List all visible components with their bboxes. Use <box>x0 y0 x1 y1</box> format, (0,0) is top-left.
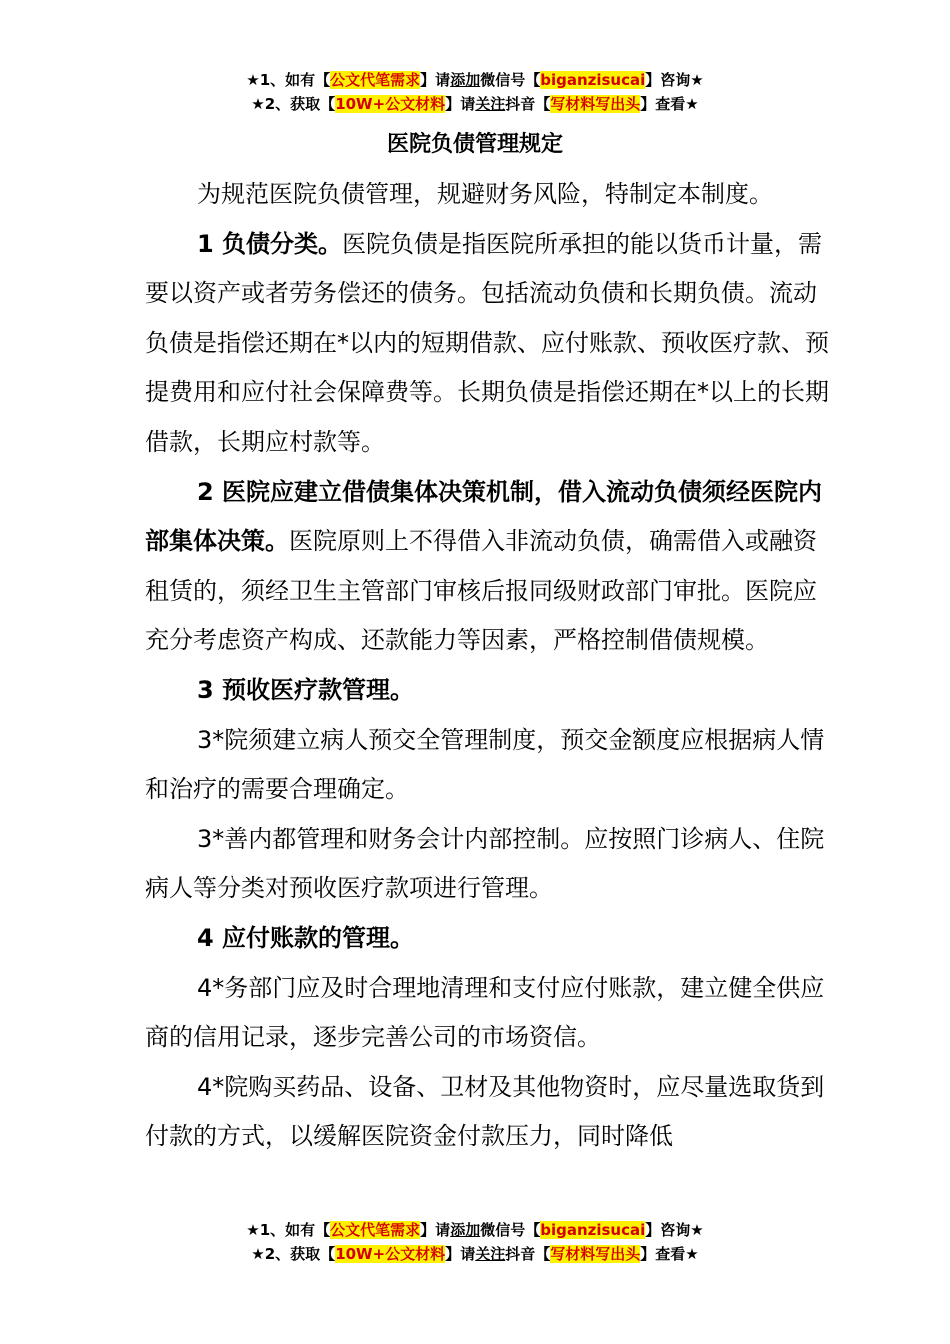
promo-banner-top <box>0 68 950 116</box>
highlight-text: 公文代笔需求 <box>330 71 421 89</box>
promo-line-1: ★1、如有【公文代笔需求】请添加微信号【biganzisucai】咨询★ <box>246 1221 704 1239</box>
intro-paragraph: 为规范医院负债管理，规避财务风险，特制定本制度。 <box>197 180 773 208</box>
promo-line-2: ★2、获取【10W+公文材料】请关注抖音【写材料写出头】查看★ <box>251 95 699 113</box>
section-3-2-paragraph: 3*善内都管理和财务会计内部控制。应按照门诊病人、住院病人等分类对预收医疗款项进行管理。 <box>145 824 825 903</box>
section-4-2-paragraph: 4*院购买药品、设备、卫材及其他物资时，应尽量选取货到付款的方式，以缓解医院资金付款压力，同时降低 <box>145 1072 825 1151</box>
section-3-1-paragraph: 3*院须建立病人预交全管理制度，预交金额度应根据病人情和治疗的需要合理确定。 <box>145 725 825 804</box>
wechat-id: biganzisucai <box>540 1221 646 1239</box>
section-1-paragraph: 1 负债分类。医院负债是指医院所承担的能以货币计量，需要以资产或者劳务偿还的债务。包括流动负债和长期负债。流动负债是指偿还期在*以内的短期借款、应付账款、预收医疗款、预提费用和应付社会保障费等。长期负债是指偿还期在*以上的长期借款，长期应村款等。 <box>145 229 829 456</box>
section-3-heading: 3 预收医疗款管理。 <box>197 675 415 704</box>
document-title: 医院负债管理规定 <box>386 132 563 157</box>
promo-line-1: ★1、如有【公文代笔需求】请添加微信号【biganzisucai】咨询★ <box>246 71 704 89</box>
wechat-id: biganzisucai <box>540 71 646 89</box>
section-4-1-paragraph: 4*务部门应及时合理地清理和支付应付账款，建立健全供应商的信用记录，逐步完善公司的市场资信。 <box>145 973 825 1052</box>
section-2-heading: 2 医院应建立借债集体决策机制，借入流动负债须经医院内部集体决策。 <box>145 477 823 556</box>
document-body <box>145 170 830 1162</box>
douyin-account: 写材料写出头 <box>550 1245 641 1263</box>
promo-line-2: ★2、获取【10W+公文材料】请关注抖音【写材料写出头】查看★ <box>251 1245 699 1263</box>
highlight-text: 公文代笔需求 <box>330 1221 421 1239</box>
highlight-text: 10W+公文材料 <box>335 1245 446 1263</box>
douyin-account: 写材料写出头 <box>550 95 641 113</box>
section-1-heading: 1 负债分类。 <box>197 229 343 258</box>
promo-banner-bottom <box>0 1218 950 1266</box>
highlight-text: 10W+公文材料 <box>335 95 446 113</box>
section-2-paragraph: 2 医院应建立借债集体决策机制，借入流动负债须经医院内部集体决策。医院原则上不得借入非流动负债，确需借入或融资租赁的，须经卫生主管部门审核后报同级财政部门审批。医院应充分考虑资产构成、还款能力等因素，严格控制借债规模。 <box>145 477 823 655</box>
section-4-heading: 4 应付账款的管理。 <box>197 923 415 952</box>
